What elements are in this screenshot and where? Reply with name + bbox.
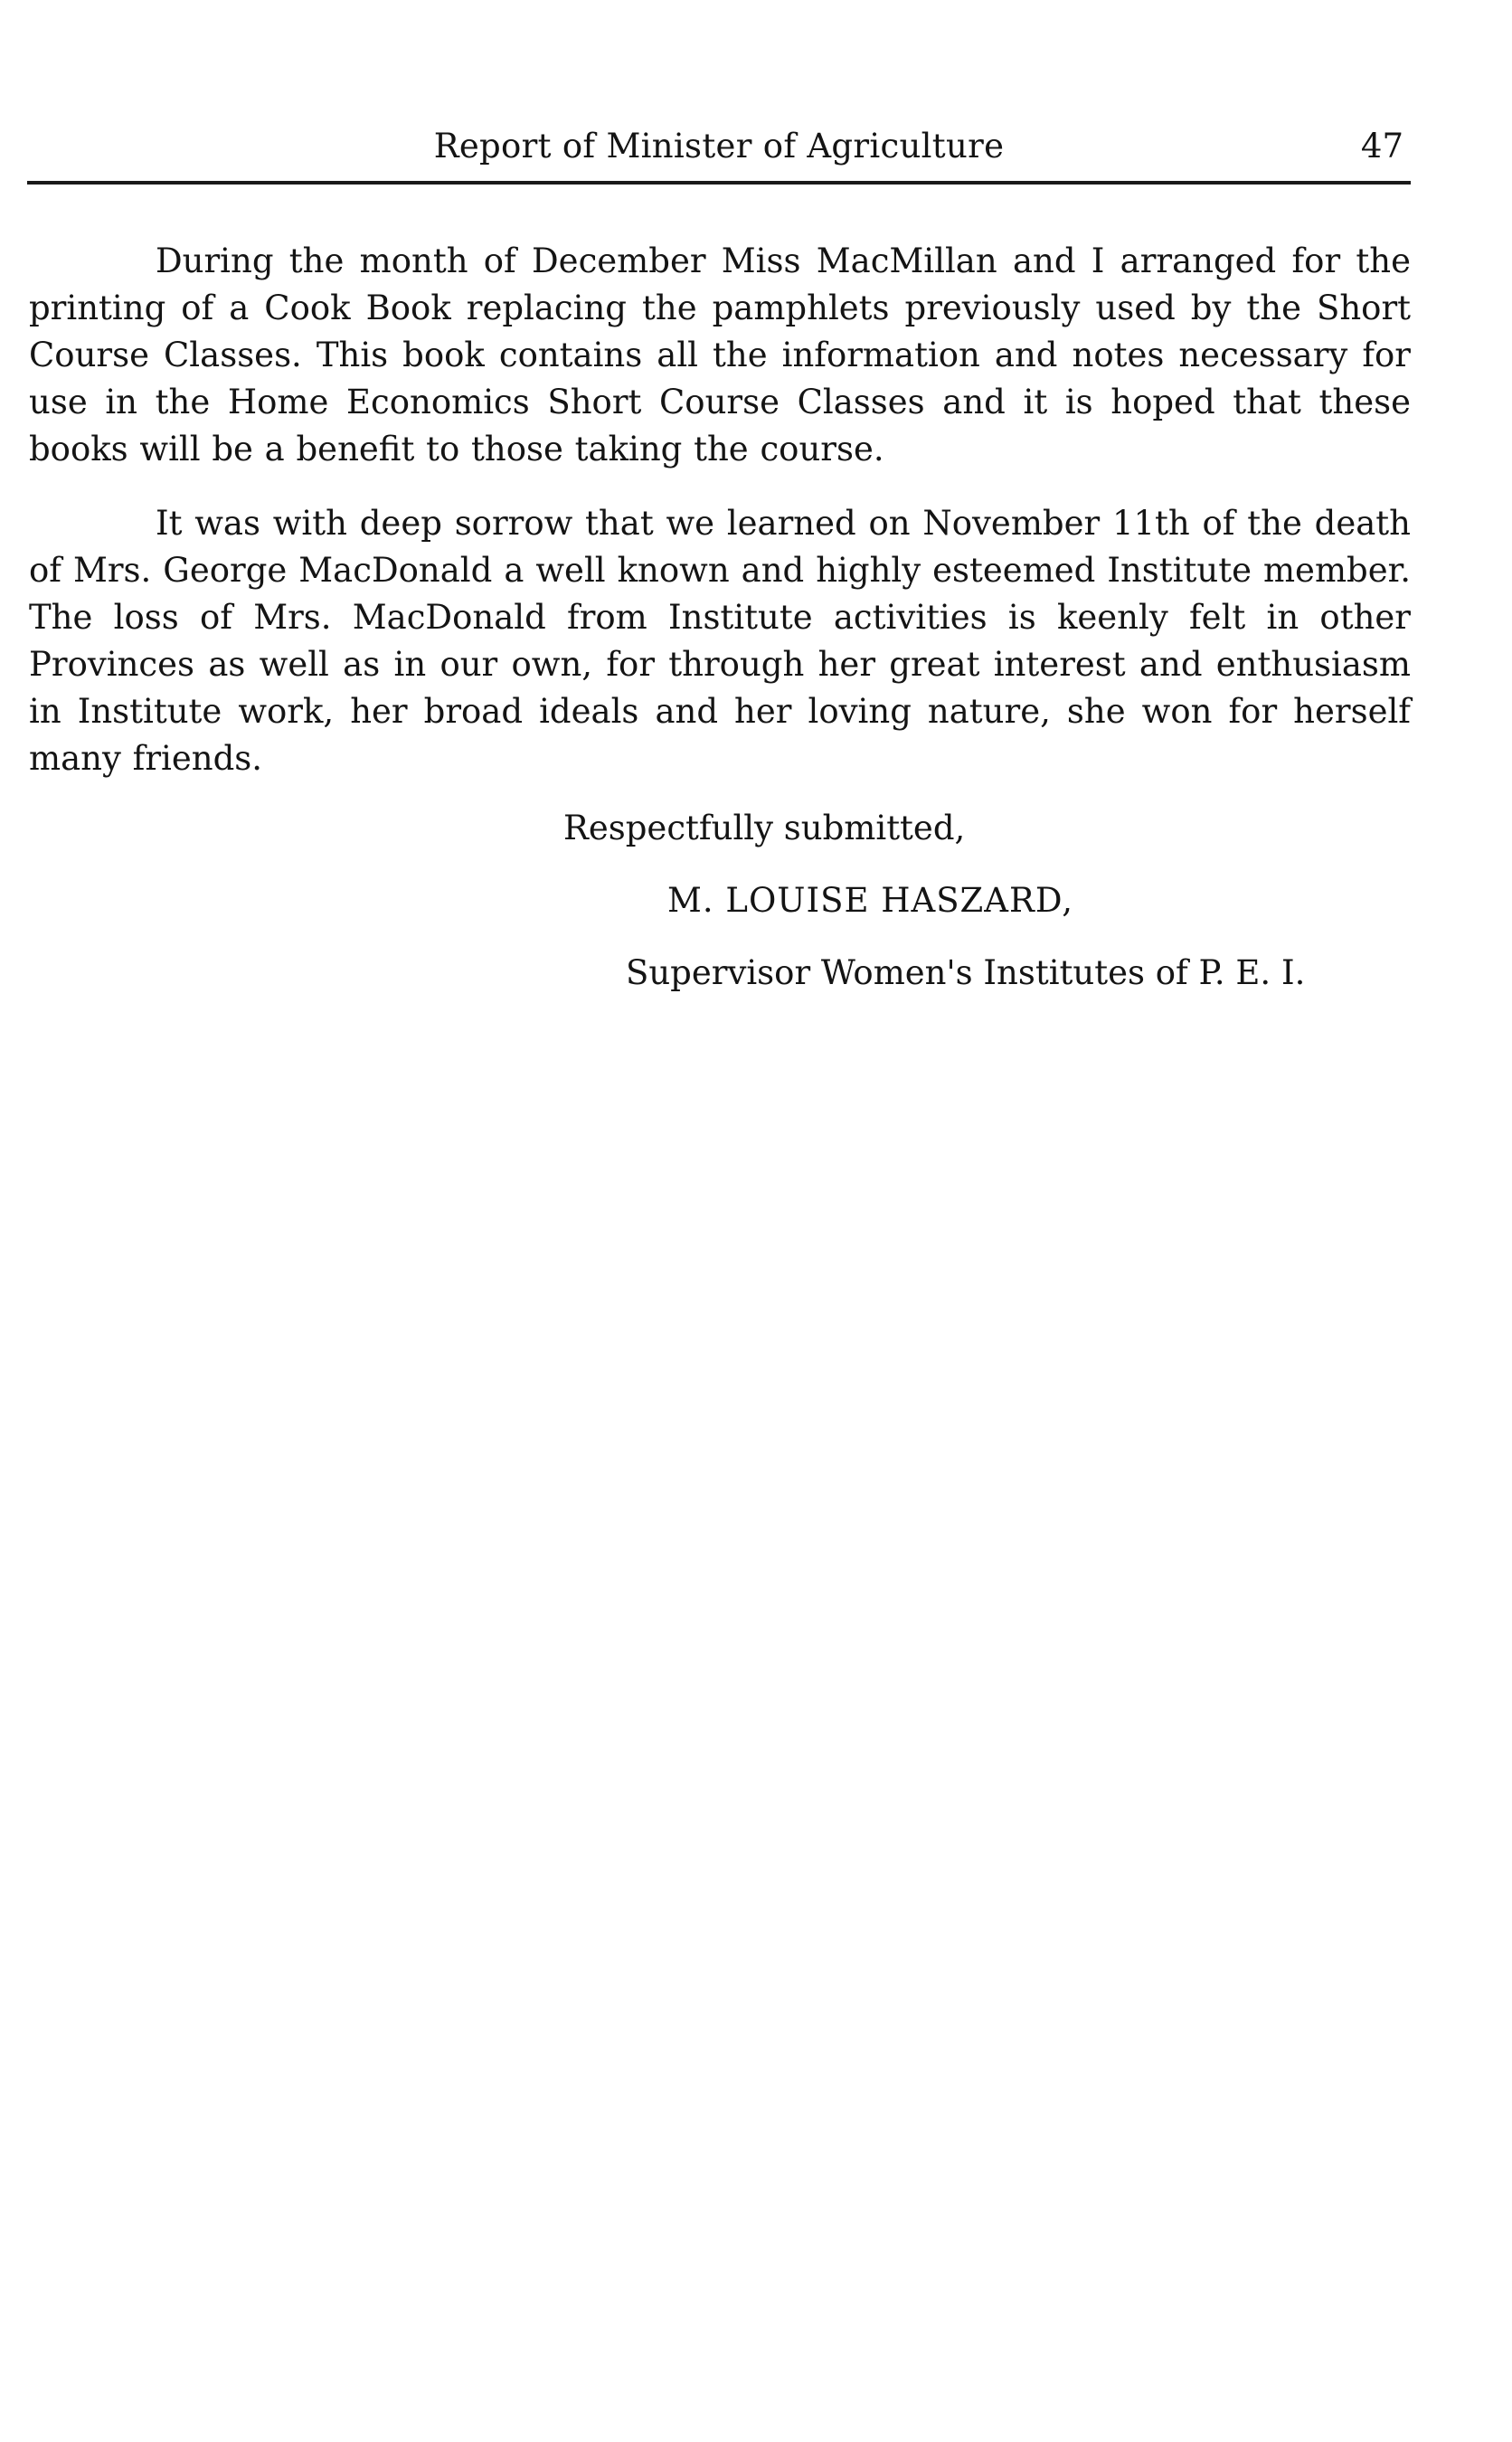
signer-name: M. LOUISE HASZARD, bbox=[667, 881, 1073, 920]
page-number: 47 bbox=[1360, 127, 1403, 166]
page-header bbox=[27, 120, 1411, 173]
running-title: Report of Minister of Agriculture bbox=[433, 127, 1005, 166]
signer-title: Supervisor Women's Institutes of P. E. I. bbox=[626, 953, 1306, 992]
paragraph-obituary: It was with deep sorrow that we learned on November 11th of the death of Mrs. George MacDonald a well known and highly esteemed Institute member. The loss of Mrs. MacDonald from Institute activities is keenly felt in other Provinces as well as in our own, for through her great interest and enthusiasm in Institute work, her broad ideals and her loving nature, she won for herself many friends. bbox=[29, 504, 1411, 778]
paragraph-cook-book: During the month of December Miss MacMillan and I arranged for the printing of a Cook Book replacing the pamphlets previously used by the Short Course Classes. This book contains all the information and notes necessary for use in the Home Economics Short Course Classes and it is hoped that these books will be a benefit to those taking the course. bbox=[29, 241, 1411, 469]
header-rule bbox=[27, 181, 1411, 185]
closing-line: Respectfully submitted, bbox=[563, 809, 966, 847]
body-text bbox=[29, 238, 1411, 782]
